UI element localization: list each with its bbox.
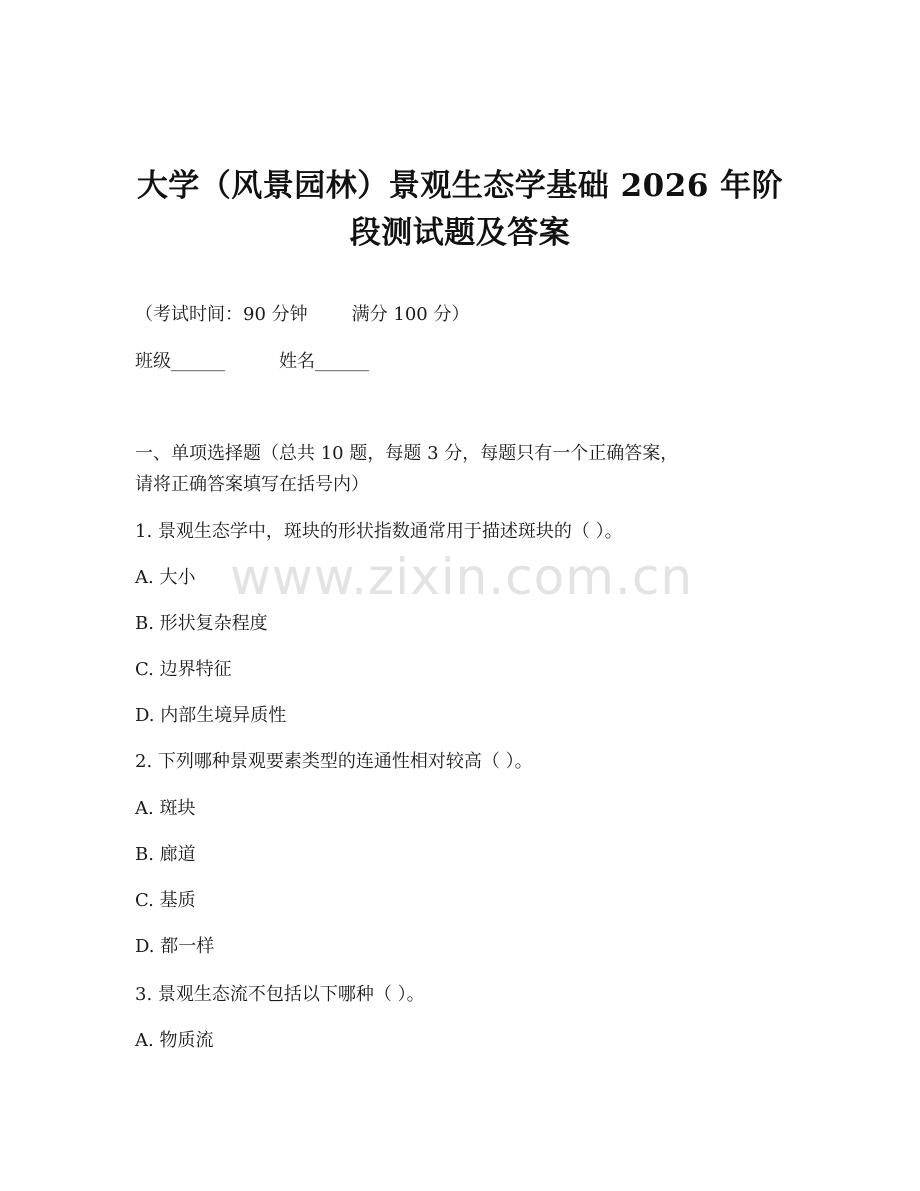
question-3-stem: 3. 景观生态流不包括以下哪种（ ）。 (135, 984, 425, 1005)
exam-info (135, 303, 469, 327)
question-1-option-a: A. 大小 (135, 567, 196, 588)
exam-time: （考试时间：90 分钟 (135, 304, 308, 325)
document-title-line-2: 段测试题及答案 (349, 215, 571, 251)
question-3-option-a: A. 物质流 (135, 1030, 214, 1051)
question-2-option-b: B. 廊道 (135, 844, 196, 865)
question-2-stem: 2. 下列哪种景观要素类型的连通性相对较高（ ）。 (135, 751, 533, 772)
exam-full-score: 满分 100 分） (351, 304, 470, 325)
section-heading-line-1: 一、单项选择题（总共 10 题，每题 3 分，每题只有一个正确答案， (135, 443, 679, 464)
name-field: 姓名______ (279, 351, 369, 372)
question-2-option-a: A. 斑块 (135, 798, 196, 819)
student-fields (135, 350, 369, 374)
question-2-option-c: C. 基质 (135, 890, 196, 911)
question-1-option-d: D. 内部生境异质性 (135, 705, 287, 726)
question-1-stem: 1. 景观生态学中，斑块的形状指数通常用于描述斑块的（ ）。 (135, 521, 623, 542)
question-2-option-d: D. 都一样 (135, 936, 215, 957)
document-title-line-1: 大学（风景园林）景观生态学基础 2026 年阶 (136, 168, 784, 204)
class-field: 班级______ (135, 351, 225, 372)
watermark: www.zixin.com.cn (230, 548, 694, 606)
question-1-option-c: C. 边界特征 (135, 659, 232, 680)
section-heading-line-2: 请将正确答案填写在括号内） (135, 474, 369, 495)
question-1-option-b: B. 形状复杂程度 (135, 613, 268, 634)
